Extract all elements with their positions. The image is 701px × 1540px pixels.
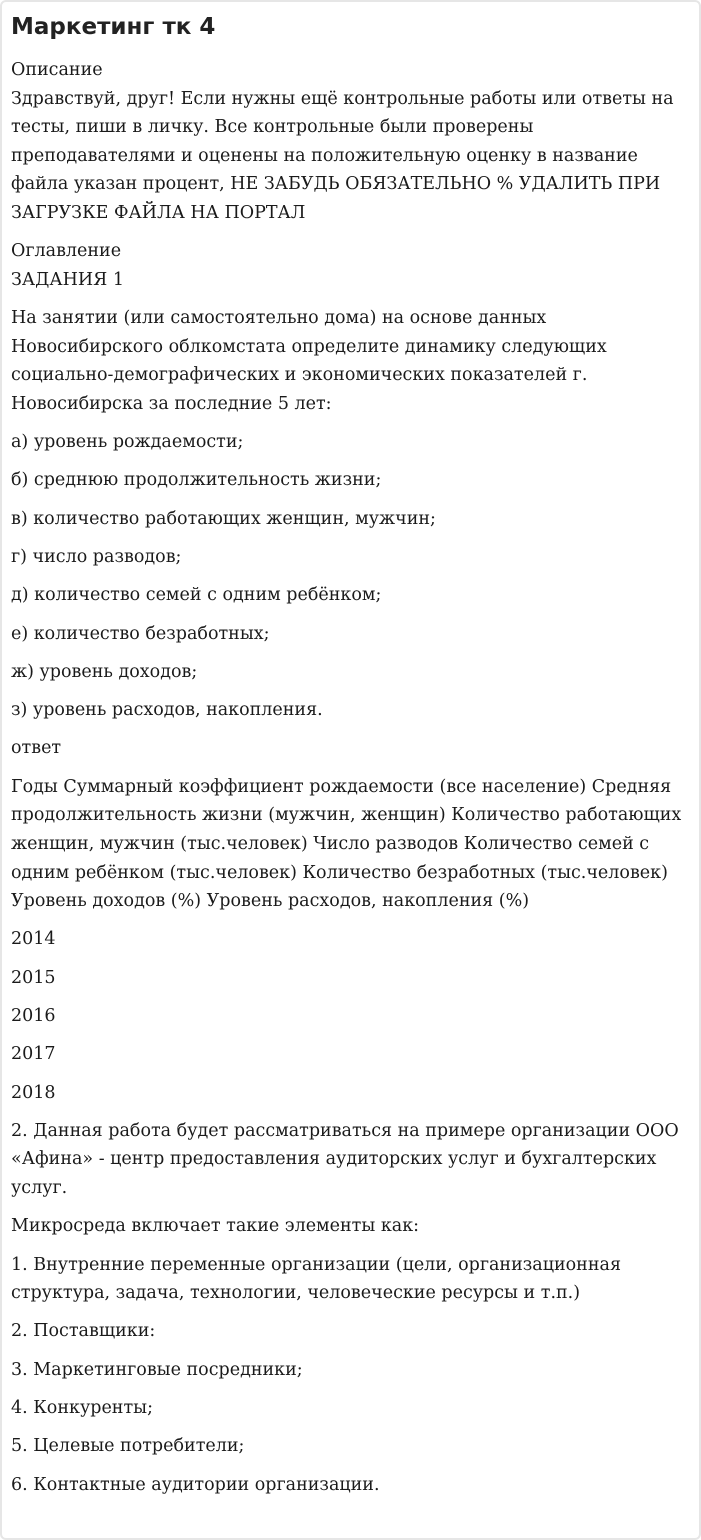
- year-row-2018: 2018: [11, 1082, 56, 1103]
- year-row-2014: 2014: [11, 929, 56, 950]
- year-row-2015: 2015: [11, 967, 56, 988]
- task1-intro: На занятии (или самостоятельно дома) на основе данных Новосибирского облкомстата определите динамику следующих социально-демографических и экономических показателей г. Новосибирска за последние 5 лет:: [11, 308, 607, 414]
- answer-label: ответ: [11, 738, 62, 759]
- description-label: Описание: [11, 60, 103, 80]
- task1-item-d: д) количество семей с одним ребёнком;: [11, 585, 382, 606]
- task1-item-e: е) количество безработных;: [11, 623, 270, 644]
- task1-item-zh: ж) уровень доходов;: [11, 661, 198, 682]
- micro-item-3: 3. Маркетинговые посредники;: [11, 1359, 303, 1380]
- task1-item-g: г) число разводов;: [11, 547, 182, 568]
- micro-item-5: 5. Целевые потребители;: [11, 1436, 245, 1457]
- document-content: [11, 12, 693, 1499]
- year-row-2016: 2016: [11, 1005, 56, 1026]
- toc-label: Оглавление: [11, 241, 122, 262]
- page-title: Маркетинг тк 4: [11, 14, 216, 40]
- answer-table-header: Годы Суммарный коэффициент рождаемости (все население) Средняя продолжительность жизни (мужчин, женщин) Количество работающих женщин, мужчин (тыс.человек) Число разводов Количество семей с одним ребёнком (тыс.человек) Количество безработных (тыс.человек) Уровень доходов (%) Уровень расходов, накопления (%): [11, 776, 682, 912]
- description-text: Здравствуй, друг! Если нужны ещё контрольные работы или ответы на тесты, пиши в личку. Все контрольные были проверены преподавателями и оценены на положительную оценку в название файла указан процент, НЕ ЗАБУДЬ ОБЯЗАТЕЛЬНО % УДАЛИТЬ ПРИ ЗАГРУЗКЕ ФАЙЛА НА ПОРТАЛ: [11, 88, 674, 223]
- micro-item-4: 4. Конкуренты;: [11, 1397, 153, 1418]
- task1-item-b: б) среднюю продолжительность жизни;: [11, 470, 382, 491]
- toc-section-title: ЗАДАНИЯ 1: [11, 269, 124, 290]
- task1-item-a: а) уровень рождаемости;: [11, 432, 244, 453]
- year-row-2017: 2017: [11, 1044, 56, 1065]
- micro-item-6: 6. Контактные аудитории организации.: [11, 1474, 380, 1495]
- task1-item-z: з) уровень расходов, накопления.: [11, 700, 323, 721]
- micro-item-2: 2. Поставщики:: [11, 1321, 156, 1342]
- task2-intro: 2. Данная работа будет рассматриваться на примере организации ООО «Афина» - центр предоставления аудиторских услуг и бухгалтерских услуг.: [11, 1120, 679, 1198]
- micro-item-1: 1. Внутренние переменные организации (цели, организационная структура, задача, технологии, человеческие ресурсы и т.п.): [11, 1254, 621, 1304]
- task1-item-v: в) количество работающих женщин, мужчин;: [11, 508, 436, 529]
- microenvironment-label: Микросреда включает такие элементы как:: [11, 1216, 420, 1237]
